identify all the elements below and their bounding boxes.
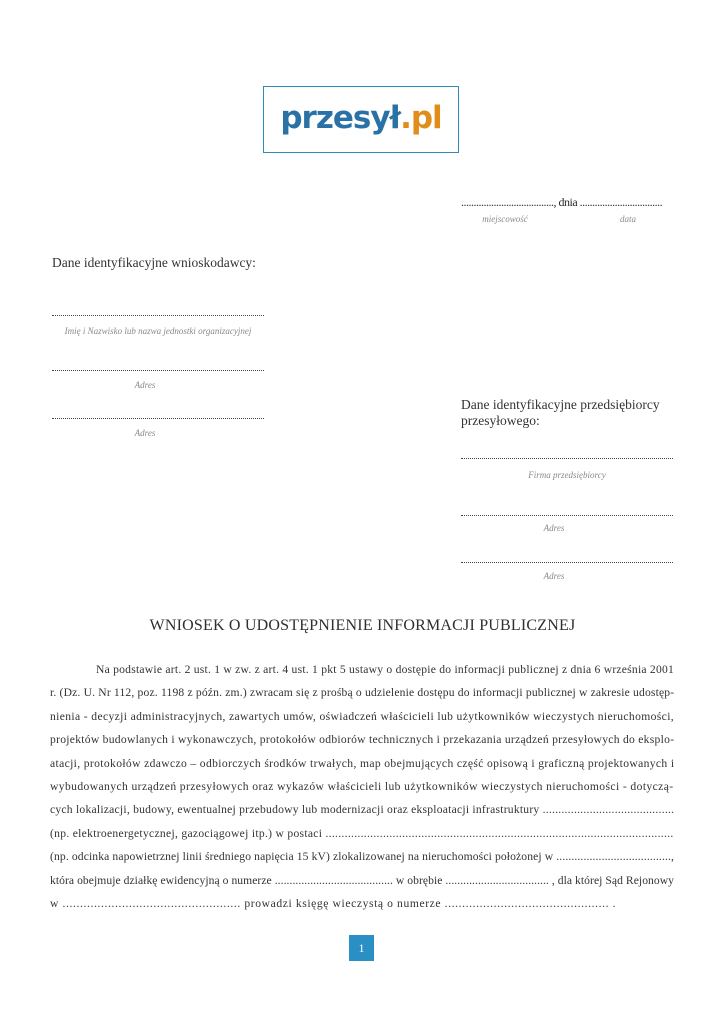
operator-address2-line bbox=[461, 560, 673, 563]
place-caption: miejscowość bbox=[482, 214, 528, 224]
body-row: wybudowanych urządzeń przesyłowych oraz wykazów właścicieli lub użytkowników wieczystych nieruchomości - dotyczą- bbox=[50, 780, 674, 794]
applicant-address1-line bbox=[52, 368, 264, 371]
operator-address2-caption: Adres bbox=[543, 571, 565, 581]
applicant-address1-caption: Adres bbox=[134, 380, 156, 390]
body-row: projektów budowlanych i wykonawczych, protokołów odbiorów technicznych i przekazania urządzeń przesyłowych do eksplo- bbox=[50, 733, 674, 747]
operator-address1-line bbox=[461, 513, 673, 516]
body-row: atacji, protokołów zdawczo – odbiorczych środków trwałych, map obejmujących część opisową i graficzną projektowanych i bbox=[50, 756, 674, 770]
page-number: 1 bbox=[349, 935, 374, 961]
logo bbox=[263, 86, 459, 153]
place-date-line: ....................................., dnia ................................. bbox=[461, 195, 663, 209]
body-row: która obejmuje działkę ewidencyjną o numerze ........................................ w obrębie ................................... , dla której Sąd Rejonowy bbox=[50, 873, 674, 887]
operator-address1-caption: Adres bbox=[543, 523, 565, 533]
logo-text bbox=[280, 100, 441, 136]
operator-heading bbox=[461, 397, 660, 429]
applicant-name-caption: Imię i Nazwisko lub nazwa jednostki organizacyjnej bbox=[64, 326, 252, 336]
applicant-address2-line bbox=[52, 416, 264, 419]
date-caption: data bbox=[619, 214, 636, 224]
body-row: w ................................................... prowadzi księgę wieczystą o numerze ............................................... . bbox=[50, 897, 617, 911]
body-row: nienia - decyzji administracyjnych, zawartych umów, oświadczeń właścicieli lub użytkowników wieczystych nieruchomości, bbox=[50, 709, 674, 723]
body-row: r. (Dz. U. Nr 112, poz. 1198 z późn. zm.) zwracam się z prośbą o udzielenie dostępu do informacji publicznej w zakresie udostęp- bbox=[50, 686, 674, 700]
body-row: Na podstawie art. 2 ust. 1 w zw. z art. 4 ust. 1 pkt 5 ustawy o dostępie do informacji publicznej z dnia 6 września 2001 bbox=[96, 663, 674, 676]
logo-text-domain: .pl bbox=[400, 99, 442, 136]
body-row: (np. elektroenergetycznej, gazociągowej itp.) w postaci ............................................................................................................. bbox=[50, 826, 674, 840]
operator-heading-line1: Dane identyfikacyjne przedsiębiorcy bbox=[461, 397, 660, 412]
applicant-heading: Dane identyfikacyjne wnioskodawcy: bbox=[52, 255, 256, 270]
body-row: cych lokalizacji, budowy, ewentualnej przebudowy lub modernizacji oraz eksploatacji infrastruktury .......................................... bbox=[50, 803, 674, 817]
document-title: WNIOSEK O UDOSTĘPNIENIE INFORMACJI PUBLICZNEJ bbox=[149, 617, 576, 634]
operator-heading-line2: przesyłowego: bbox=[461, 413, 540, 428]
applicant-name-line bbox=[52, 313, 264, 316]
operator-firm-caption: Firma przedsiębiorcy bbox=[528, 470, 606, 480]
operator-firm-line bbox=[461, 456, 673, 459]
body-row: (np. odcinka napowietrznej linii średniego napięcia 15 kV) zlokalizowanej na nieruchomości położonej w ......................................, bbox=[50, 850, 674, 864]
applicant-address2-caption: Adres bbox=[134, 428, 156, 438]
logo-text-main: przesył bbox=[280, 99, 401, 136]
body-paragraph bbox=[50, 658, 674, 915]
